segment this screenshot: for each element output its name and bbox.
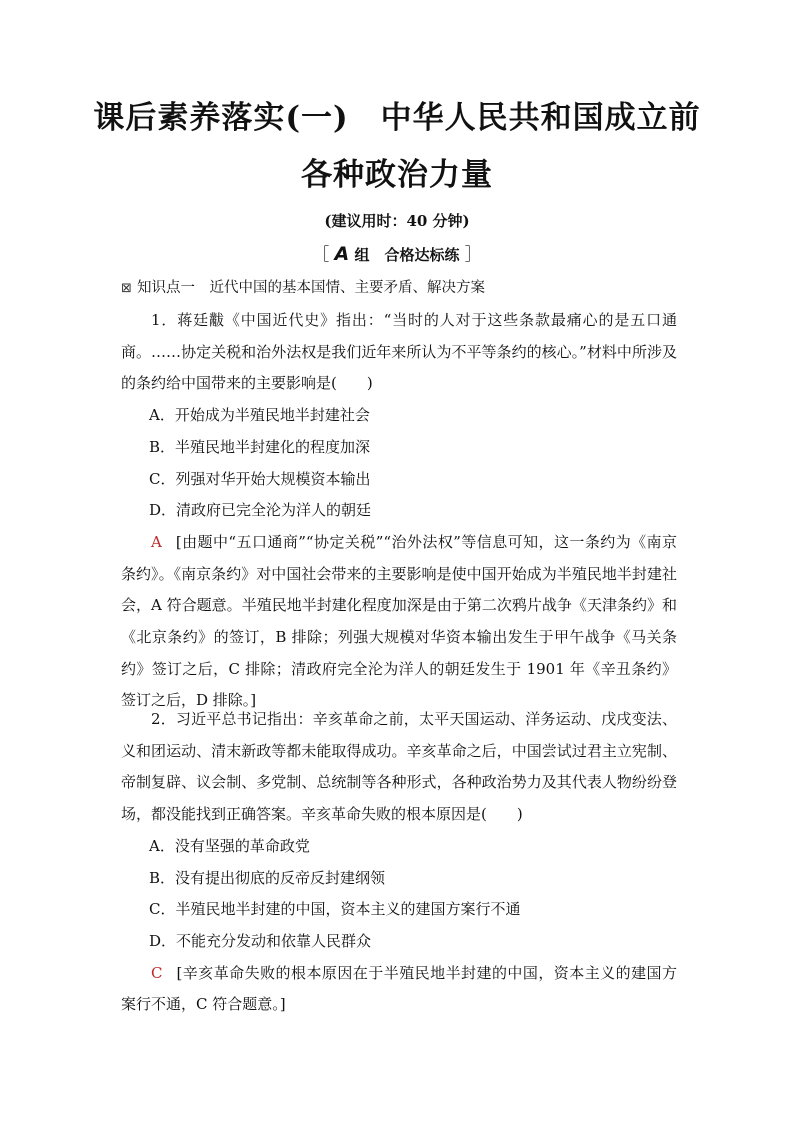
answer-explanation: [由题中“五口通商”“协定关税”“治外法权”等信息可知，这一条约为《南京条约》。《南京条约》对中国社会带来的主要影响是使中国开始成为半殖民地半封建社会，A 符合题意。半殖民地半封建化程度加深是由于第二次鸦片战争《天津条约》和《北京条约》的签订，B 排除；列强大规模对华资本输出发生于甲午战争《马关条约》签订之后，C 排除；清政府完全沦为洋人的朝廷发生于 1901 年《辛丑条约》签订之后，D 排除。] [121, 532, 677, 710]
group-heading [0, 242, 794, 267]
question-option-c: C．列强对华开始大规模资本输出 [149, 469, 371, 488]
question-option-d: D．不能充分发动和依靠人民群众 [149, 931, 372, 950]
question-option-b: B．半殖民地半封建化的程度加深 [149, 437, 371, 456]
question-1 [121, 305, 677, 717]
question-2 [121, 704, 677, 1021]
answer-explanation: [辛亥革命失败的根本原因在于半殖民地半封建的中国，资本主义的建国方案行不通，C 符合题意。] [121, 963, 677, 1014]
page-title-line-2: 各种政治力量 [301, 157, 493, 193]
question-stem: 2．习近平总书记指出：辛亥革命之前，太平天国运动、洋务运动、戊戌变法、义和团运动、清末新政等都未能取得成功。辛亥革命之后，中国尝试过君主立宪制、帝制复辟、议会制、多党制、总统制等各种形式，各种政治势力及其代表人物纷纷登场，都没能找到正确答案。辛亥革命失败的根本原因是( ) [121, 710, 677, 824]
question-option-a: A．没有坚强的革命政党 [149, 836, 310, 855]
knowledge-point-icon: ⊠ [121, 281, 132, 296]
question-option-c: C．半殖民地半封建的中国，资本主义的建国方案行不通 [149, 900, 521, 919]
suggested-time: (建议用时：40 分钟) [324, 212, 470, 230]
group-close-bracket: ］ [464, 245, 482, 265]
question-answer [121, 527, 677, 717]
question-stem: 1．蒋廷黻《中国近代史》指出：“当时的人对于这些条款最痛心的是五口通商。……协定关税和治外法权是我们近年来所认为不平等条约的核心。”材料中所涉及的条约给中国带来的主要影响是( ) [121, 311, 677, 393]
group-grade-letter: A [334, 243, 350, 265]
answer-letter: A [151, 532, 162, 551]
question-option-d: D．清政府已完全沦为洋人的朝廷 [149, 501, 372, 520]
answer-letter: C [151, 963, 163, 982]
question-option-b: B．没有提出彻底的反帝反封建纲领 [149, 868, 386, 887]
question-answer [121, 958, 677, 1021]
page-title-line-1: 课后素养落实(一) 中华人民共和国成立前 [93, 100, 701, 136]
group-label: 组 合格达标练 [354, 246, 460, 264]
question-option-a: A．开始成为半殖民地半封建社会 [149, 406, 370, 425]
knowledge-point-text: 知识点一 近代中国的基本国情、主要矛盾、解决方案 [137, 280, 485, 296]
knowledge-point-heading [121, 273, 677, 305]
group-open-bracket: ［ [312, 245, 330, 265]
